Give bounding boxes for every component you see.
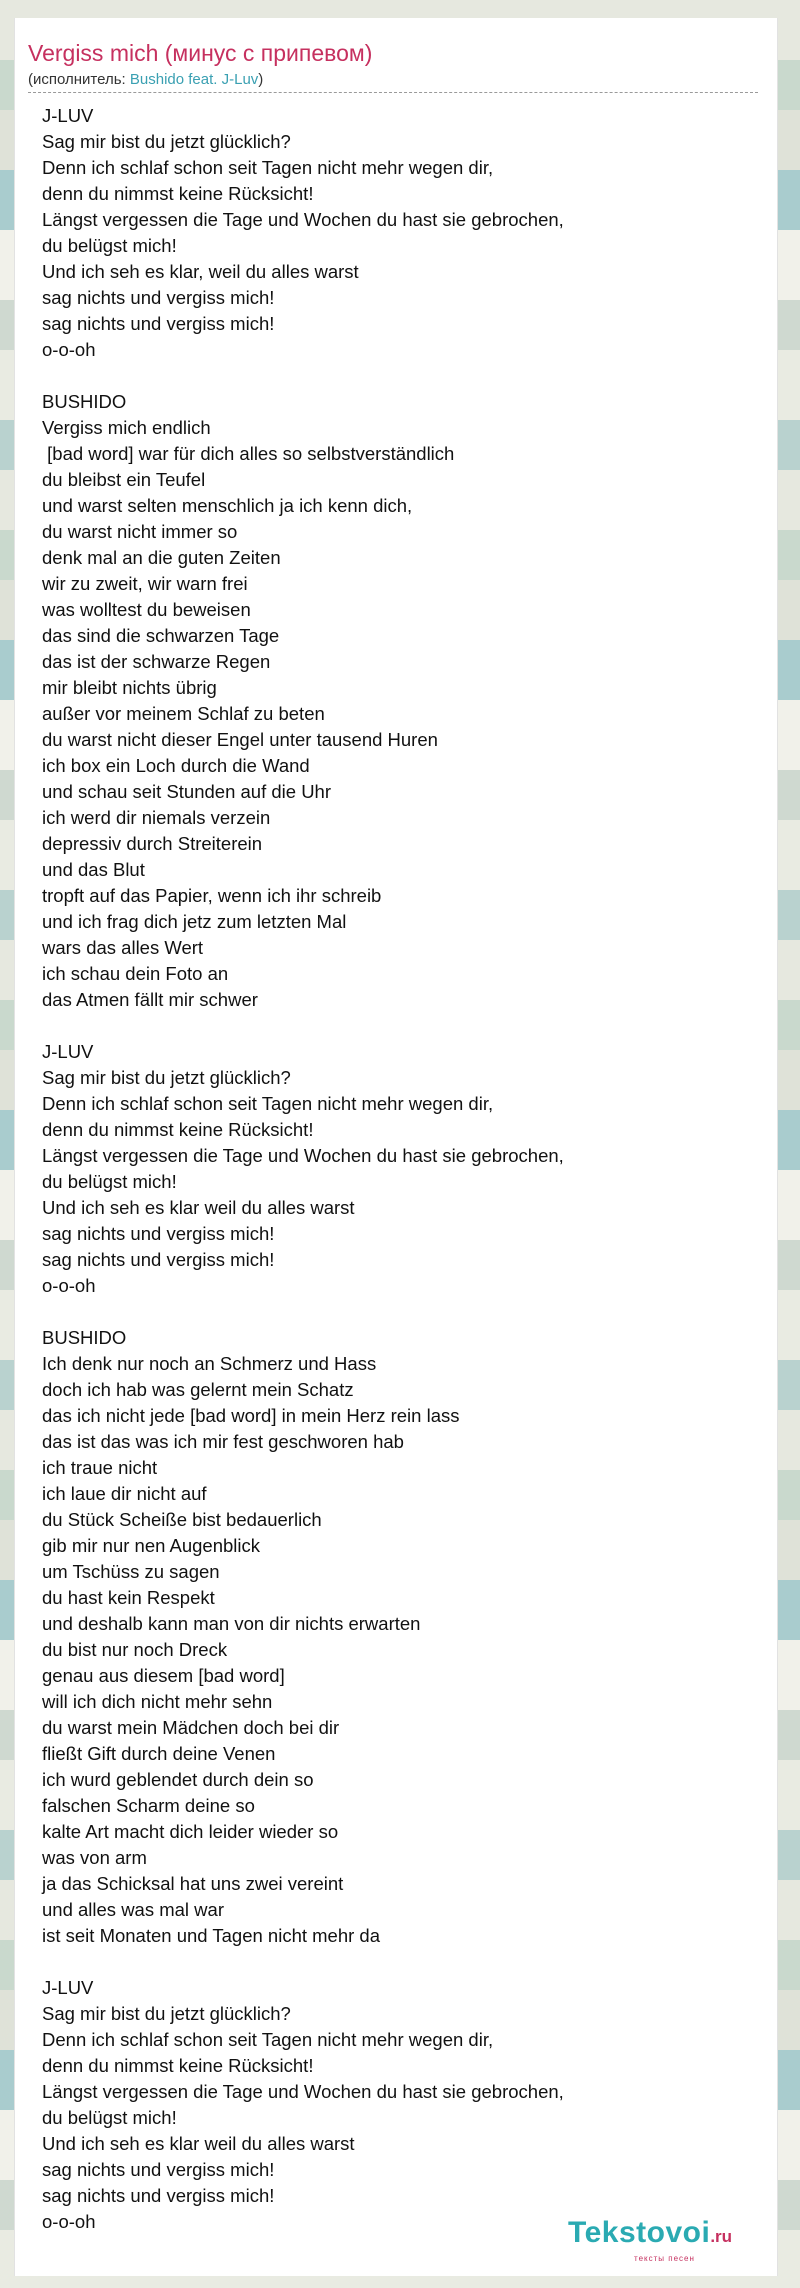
artist-prefix: (исполнитель: <box>28 71 130 88</box>
lyric-line: Sag mir bist du jetzt glücklich? <box>42 2003 291 2024</box>
lyric-line: das Atmen fällt mir schwer <box>42 989 258 1010</box>
lyric-line: o-o-oh <box>42 2211 96 2232</box>
lyric-line: denk mal an die guten Zeiten <box>42 547 281 568</box>
lyric-line: ich schau dein Foto an <box>42 963 229 984</box>
lyric-line: kalte Art macht dich leider wieder so <box>42 1821 339 1842</box>
lyric-line: und das Blut <box>42 859 145 880</box>
verse <box>42 1039 742 1299</box>
verse <box>42 1975 742 2235</box>
page-title: Vergiss mich (минус с припевом) <box>28 40 373 66</box>
lyric-line: du belügst mich! <box>42 235 177 256</box>
lyric-line: ja das Schicksal hat uns zwei vereint <box>42 1873 344 1894</box>
lyric-line: und deshalb kann man von dir nichts erwarten <box>42 1613 421 1634</box>
lyric-line: du bleibst ein Teufel <box>42 469 206 490</box>
lyric-line: Sag mir bist du jetzt glücklich? <box>42 1067 291 1088</box>
logo-tld: .ru <box>710 2227 733 2246</box>
lyric-line: Sag mir bist du jetzt glücklich? <box>42 131 291 152</box>
lyric-line: sag nichts und vergiss mich! <box>42 1223 275 1244</box>
lyric-line: Denn ich schlaf schon seit Tagen nicht mehr wegen dir, <box>42 1093 494 1114</box>
lyric-line: Vergiss mich endlich <box>42 417 211 438</box>
lyric-line: um Tschüss zu sagen <box>42 1561 220 1582</box>
lyric-line: [bad word] war für dich alles so selbstverständlich <box>42 443 455 464</box>
verse <box>42 1325 742 1949</box>
lyric-line: sag nichts und vergiss mich! <box>42 287 275 308</box>
lyric-line: du warst mein Mädchen doch bei dir <box>42 1717 340 1738</box>
artist-suffix: ) <box>258 71 264 88</box>
lyric-line: das sind die schwarzen Tage <box>42 625 280 646</box>
lyric-line: wir zu zweit, wir warn frei <box>42 573 248 594</box>
verse-performer: J-LUV <box>42 105 94 126</box>
lyric-line: doch ich hab was gelernt mein Schatz <box>42 1379 354 1400</box>
lyric-line: ich laue dir nicht auf <box>42 1483 207 1504</box>
lyric-line: du belügst mich! <box>42 1171 177 1192</box>
lyric-line: o-o-oh <box>42 1275 96 1296</box>
lyric-line: du bist nur noch Dreck <box>42 1639 228 1660</box>
lyric-line: Und ich seh es klar weil du alles warst <box>42 1197 355 1218</box>
lyric-line: ich werd dir niemals verzein <box>42 807 271 828</box>
lyric-line: du warst nicht dieser Engel unter tausend Huren <box>42 729 438 750</box>
lyric-line: ist seit Monaten und Tagen nicht mehr da <box>42 1925 381 1946</box>
lyric-line: du hast kein Respekt <box>42 1587 215 1608</box>
lyric-line: gib mir nur nen Augenblick <box>42 1535 261 1556</box>
lyric-line: das ist das was ich mir fest geschworen hab <box>42 1431 404 1452</box>
lyric-line: und schau seit Stunden auf die Uhr <box>42 781 331 802</box>
verse-performer: J-LUV <box>42 1977 94 1998</box>
verse <box>42 389 742 1013</box>
lyric-line: denn du nimmst keine Rücksicht! <box>42 183 314 204</box>
logo-tagline: тексты песен <box>634 2254 695 2263</box>
lyric-line: das ist der schwarze Regen <box>42 651 271 672</box>
lyric-line: was wolltest du beweisen <box>42 599 251 620</box>
lyric-line: ich box ein Loch durch die Wand <box>42 755 310 776</box>
verse-performer: BUSHIDO <box>42 391 127 412</box>
lyric-line: du Stück Scheiße bist bedauerlich <box>42 1509 322 1530</box>
lyric-line: tropft auf das Papier, wenn ich ihr schreib <box>42 885 382 906</box>
lyric-line: außer vor meinem Schlaf zu beten <box>42 703 325 724</box>
lyric-line: was von arm <box>42 1847 147 1868</box>
lyric-line: o-o-oh <box>42 339 96 360</box>
artist-link[interactable]: Bushido feat. J-Luv <box>129 71 259 88</box>
lyric-line: denn du nimmst keine Rücksicht! <box>42 2055 314 2076</box>
lyric-line: Und ich seh es klar weil du alles warst <box>42 2133 355 2154</box>
lyric-line: du warst nicht immer so <box>42 521 238 542</box>
site-logo[interactable] <box>568 2216 778 2276</box>
logo-wordmark <box>568 2216 732 2250</box>
lyric-line: und alles was mal war <box>42 1899 224 1920</box>
lyric-line: falschen Scharm deine so <box>42 1795 255 1816</box>
lyric-line: Längst vergessen die Tage und Wochen du hast sie gebrochen, <box>42 209 564 230</box>
lyric-line: Längst vergessen die Tage und Wochen du hast sie gebrochen, <box>42 2081 564 2102</box>
lyric-line: will ich dich nicht mehr sehn <box>42 1691 273 1712</box>
lyric-line: sag nichts und vergiss mich! <box>42 1249 275 1270</box>
lyrics-text <box>42 103 742 2261</box>
verse-performer: BUSHIDO <box>42 1327 127 1348</box>
artist-line <box>28 71 263 88</box>
lyric-line: Denn ich schlaf schon seit Tagen nicht mehr wegen dir, <box>42 2029 494 2050</box>
lyric-line: wars das alles Wert <box>42 937 204 958</box>
lyric-line: ich traue nicht <box>42 1457 158 1478</box>
lyric-line: ich wurd geblendet durch dein so <box>42 1769 314 1790</box>
lyric-line: sag nichts und vergiss mich! <box>42 2185 275 2206</box>
lyric-line: du belügst mich! <box>42 2107 177 2128</box>
lyric-line: Und ich seh es klar, weil du alles warst <box>42 261 359 282</box>
lyric-line: und ich frag dich jetz zum letzten Mal <box>42 911 347 932</box>
lyric-line: genau aus diesem [bad word] <box>42 1665 285 1686</box>
lyric-line: fließt Gift durch deine Venen <box>42 1743 276 1764</box>
verse-performer: J-LUV <box>42 1041 94 1062</box>
lyric-line: sag nichts und vergiss mich! <box>42 313 275 334</box>
lyric-line: depressiv durch Streiterein <box>42 833 263 854</box>
lyric-line: und warst selten menschlich ja ich kenn dich, <box>42 495 413 516</box>
lyric-line: das ich nicht jede [bad word] in mein Herz rein lass <box>42 1405 460 1426</box>
verse <box>42 103 742 363</box>
lyric-line: mir bleibt nichts übrig <box>42 677 217 698</box>
lyric-line: sag nichts und vergiss mich! <box>42 2159 275 2180</box>
lyric-line: Längst vergessen die Tage und Wochen du hast sie gebrochen, <box>42 1145 564 1166</box>
lyric-line: Ich denk nur noch an Schmerz und Hass <box>42 1353 377 1374</box>
lyric-line: Denn ich schlaf schon seit Tagen nicht mehr wegen dir, <box>42 157 494 178</box>
lyric-line: denn du nimmst keine Rücksicht! <box>42 1119 314 1140</box>
logo-name: Tekstovoi <box>568 2216 711 2249</box>
title-divider <box>28 92 758 93</box>
